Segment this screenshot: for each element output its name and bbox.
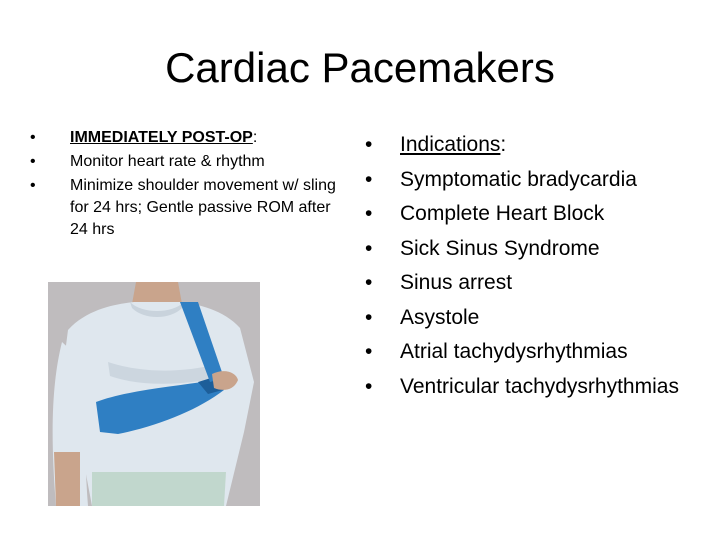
list-item-text: Atrial tachydysrhythmias [400,340,628,363]
list-item [30,175,350,241]
list-item-text: Ventricular tachydysrhythmias [400,374,679,398]
man-wearing-arm-sling-image [48,282,260,506]
list-item [365,301,705,336]
list-item-text: Symptomatic bradycardia [400,167,637,191]
indications-bullet-list [365,128,705,404]
bullet-icon: • [365,340,373,363]
list-item-text: Sinus arrest [400,271,513,294]
heading-colon: : [252,129,258,146]
list-item [365,266,705,301]
list-item [365,232,705,267]
slide-title: Cardiac Pacemakers [165,44,555,91]
bullet-icon: • [365,133,373,156]
list-item [30,127,350,149]
list-item-text: Sick Sinus Syndrome [400,236,600,260]
bullet-icon: • [30,177,36,194]
list-item-text: Complete Heart Block [400,202,605,225]
list-item [365,128,705,163]
bullet-icon: • [365,271,373,294]
list-item [365,197,705,232]
heading-colon: : [500,133,507,156]
bullet-icon: • [365,202,373,225]
bullet-icon: • [365,305,373,329]
bullet-icon: • [30,153,36,170]
post-op-heading: IMMEDIATELY POST-OP [70,129,253,146]
list-item-text: Monitor heart rate & rhythm [70,153,265,170]
bullet-icon: • [365,167,373,191]
bullet-icon: • [365,374,373,398]
list-item [365,163,705,198]
indications-heading: Indications [400,133,501,156]
sling-photo [48,282,260,506]
bullet-icon: • [365,236,373,260]
list-item [365,370,705,405]
list-item-text: Asystole [400,305,480,329]
list-item [365,335,705,370]
list-item-text: Minimize shoulder movement w/ sling for 24 hrs; Gentle passive ROM after 24 hrs [70,177,336,238]
bullet-icon: • [30,129,36,146]
post-op-bullet-list [30,127,350,243]
list-item [30,151,350,173]
